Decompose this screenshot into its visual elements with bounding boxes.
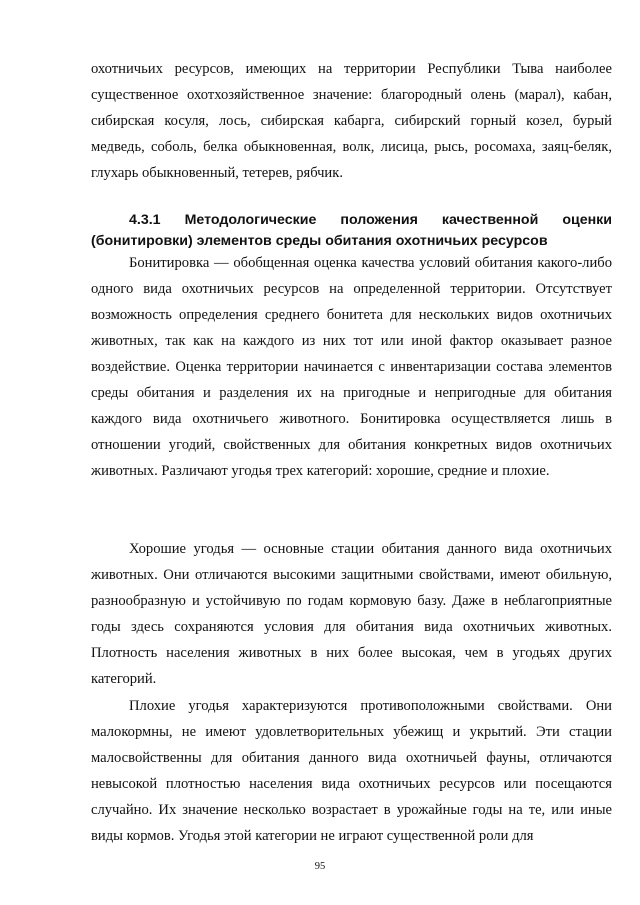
page-number: 95 — [314, 861, 326, 872]
paragraph-bonitirovka: Бонитировка — обобщенная оценка качества условий обитания какого-либо одного вида охотничьих ресурсов на определенной территории. Отсутствует возможность определения среднего бонитета для нескольких видов охотничьих животных, так как на каждого из них тот или иной фактор оказывает разное воздействие. Оценка территории начинается с инвентаризации состава элементов среды обитания и разделения их на пригодные и непригодные для обитания каждого вида охотничьего животного. Бонитировка осуществляется лишь в отношении угодий, свойственных для обитания конкретных видов охотничьих животных. Различают угодья трех категорий: хорошие, средние и плохие. — [91, 255, 612, 479]
paragraph-good-lands: Хорошие угодья — основные стации обитания данного вида охотничьих животных. Они отличаются высокими защитными свойствами, имеют обильную, разнообразную и устойчивую по годам кормовую базу. Даже в неблагоприятные годы здесь сохраняются условия для обитания вида охотничьих животных. Плотность населения животных в них более высокая, чем в угодьях других категорий. — [91, 541, 612, 687]
paragraph-species-list: охотничьих ресурсов, имеющих на территории Республики Тыва наиболее существенное охотхозяйственное значение: благородный олень (марал), кабан, сибирская косуля, лось, сибирская кабарга, сибирский горный козел, бурый медведь, соболь, белка обыкновенная, волк, лисица, рысь, росомаха, заяц-беляк, глухарь обыкновенный, тетерев, рябчик. — [91, 61, 612, 181]
section-heading: 4.3.1 Методологические положения качественной оценки (бонитировки) элементов среды обитания охотничьих ресурсов — [91, 212, 612, 249]
paragraph-bad-lands: Плохие угодья характеризуются противоположными свойствами. Они малокормны, не имеют удовлетворительных убежищ и укрытий. Эти стации малосвойственны для обитания данного вида охотничьей фауны, отличаются невысокой плотностью населения вида охотничьих ресурсов или посещаются случайно. Их значение несколько возрастает в урожайные годы на те, или иные виды кормов. Угодья этой категории не играют существенной роли для — [91, 698, 612, 844]
